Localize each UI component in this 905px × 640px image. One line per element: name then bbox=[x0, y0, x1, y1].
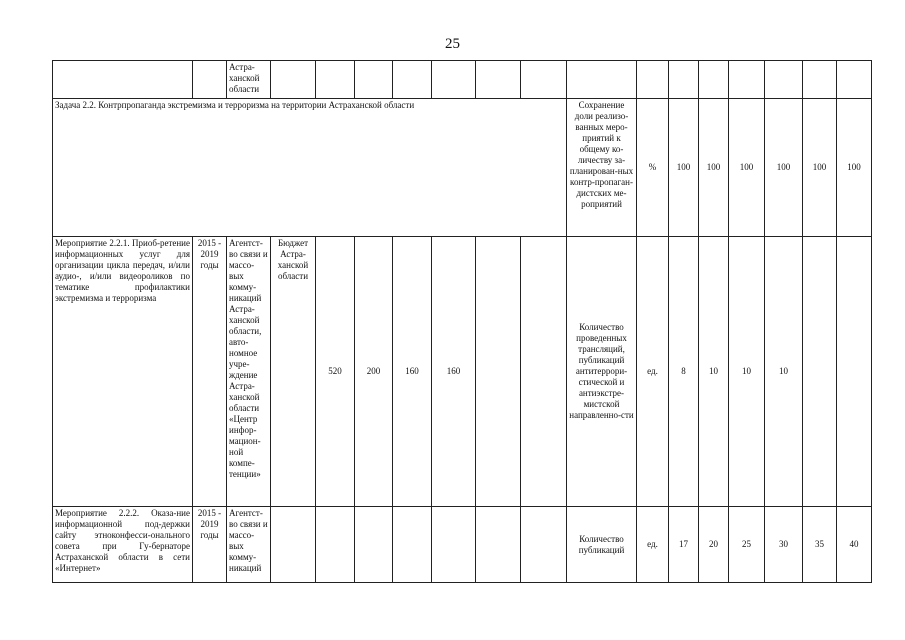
unit-cell: % bbox=[637, 99, 669, 237]
funding-cell: 160 bbox=[432, 237, 476, 507]
value-cell: 100 bbox=[837, 99, 872, 237]
executor-cell: Агентст-во связи и массо-вых комму-никаций bbox=[227, 507, 271, 583]
value-cell: 20 bbox=[699, 507, 729, 583]
funding-cell bbox=[521, 237, 567, 507]
unit-cell: ед. bbox=[637, 237, 669, 507]
indicator-cell: Количество проведенных трансляций, публикаций антитеррори-стической и антиэкстре-мистской направленно-сти bbox=[567, 237, 637, 507]
value-cell: 35 bbox=[803, 507, 837, 583]
table-row bbox=[53, 237, 872, 507]
task-title: Задача 2.2. Контрпропаганда экстремизма и терроризма на территории Астраханской области bbox=[53, 99, 567, 237]
value-cell: 8 bbox=[669, 237, 699, 507]
page-number: 25 bbox=[445, 36, 460, 52]
funding-cell bbox=[476, 237, 521, 507]
table-row bbox=[53, 99, 872, 237]
program-table bbox=[52, 60, 872, 583]
value-cell: 10 bbox=[699, 237, 729, 507]
value-cell: 100 bbox=[765, 99, 803, 237]
value-cell: 30 bbox=[765, 507, 803, 583]
value-cell: 10 bbox=[729, 237, 765, 507]
table-row bbox=[53, 507, 872, 583]
value-cell: 17 bbox=[669, 507, 699, 583]
indicator-cell: Сохранение доли реализо-ванных меро-приятий к общему ко-личеству за-планирован-ных контр-пропаган-дистских ме-роприятий bbox=[567, 99, 637, 237]
value-cell: 100 bbox=[699, 99, 729, 237]
value-cell: 100 bbox=[729, 99, 765, 237]
period-cell: 2015 - 2019 годы bbox=[193, 507, 227, 583]
source-cell: Бюджет Астра-ханской области bbox=[271, 237, 316, 507]
value-cell: 100 bbox=[803, 99, 837, 237]
unit-cell: ед. bbox=[637, 507, 669, 583]
funding-cell: 520 bbox=[316, 237, 355, 507]
funding-cell: 200 bbox=[355, 237, 393, 507]
table-row bbox=[53, 61, 872, 99]
value-cell bbox=[803, 237, 837, 507]
funding-cell: 160 bbox=[393, 237, 432, 507]
value-cell: 10 bbox=[765, 237, 803, 507]
executor-cell: Агентст-во связи и массо-вых комму-никаций Астра-ханской области, авто-номное учре-ждение Астра-ханской области «Центр инфор-мацион-ной компе-тенции» bbox=[227, 237, 271, 507]
measure-name: Мероприятие 2.2.1. Приоб-ретение информационных услуг для организации цикла передач, и/или аудио-, и/или видеороликов по тематике профилактики экстремизма и терроризма bbox=[53, 237, 193, 507]
value-cell: 25 bbox=[729, 507, 765, 583]
value-cell bbox=[837, 237, 872, 507]
value-cell: 40 bbox=[837, 507, 872, 583]
value-cell: 100 bbox=[669, 99, 699, 237]
indicator-cell: Количество публикаций bbox=[567, 507, 637, 583]
executor-cell: Астра- ханской области bbox=[227, 61, 271, 99]
period-cell: 2015 - 2019 годы bbox=[193, 237, 227, 507]
measure-name: Мероприятие 2.2.2. Оказа-ние информационной под-держки сайту этноконфесси-онального совета при Гу-бернаторе Астраханской области в сети «Интернет» bbox=[53, 507, 193, 583]
